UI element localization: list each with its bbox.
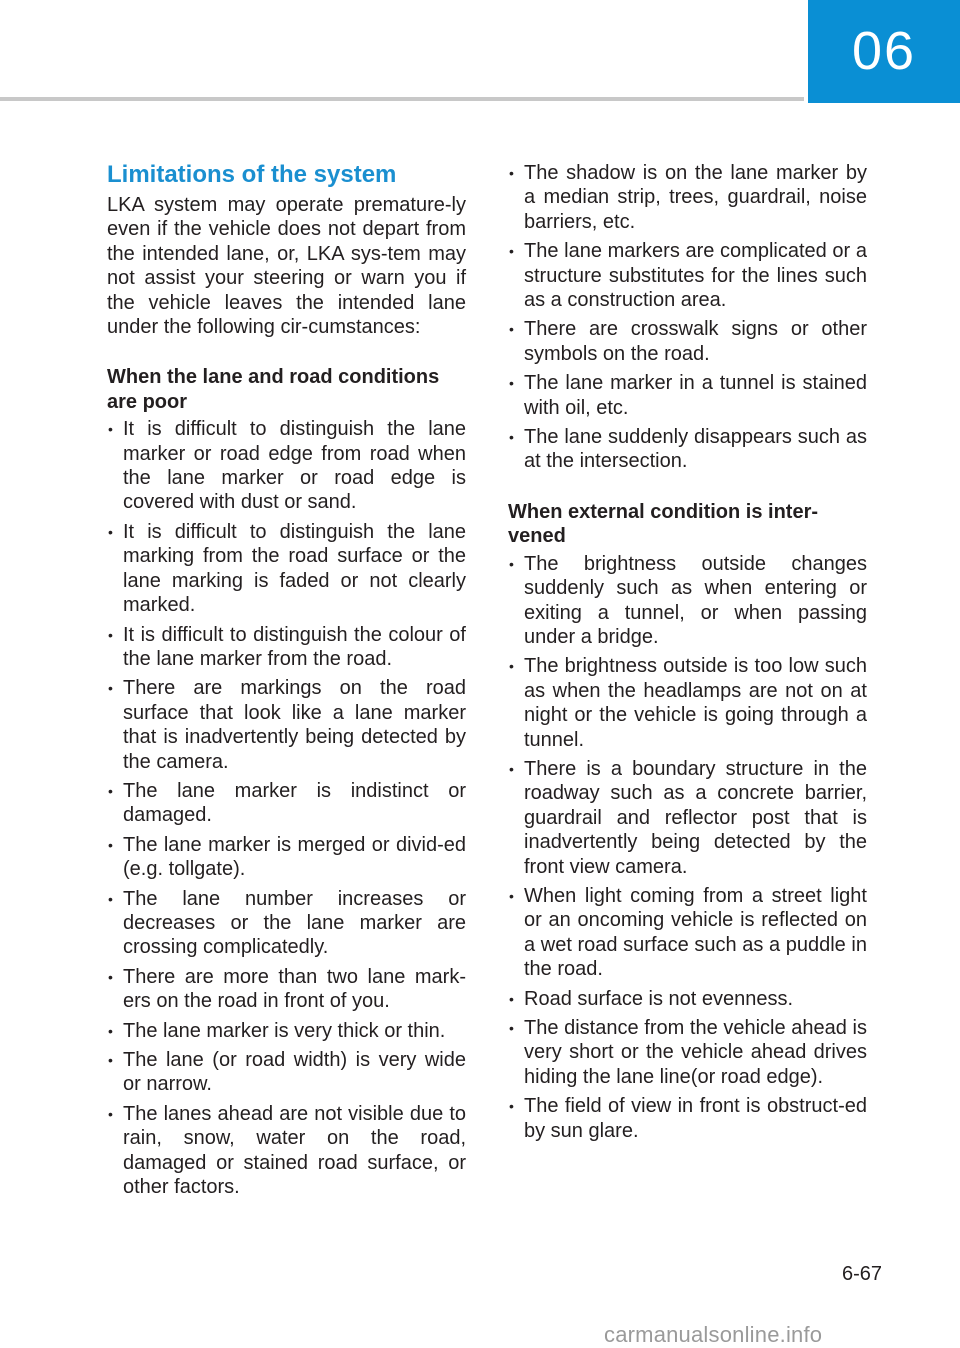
list-item: • The shadow is on the lane marker by a median strip, trees, guardrail, noise barriers, etc.	[508, 161, 867, 234]
list-item: • The brightness outside is too low such as when the headlamps are not on at night or the vehicle is going through a tunnel.	[508, 654, 867, 752]
intro-paragraph: LKA system may operate premature-ly even if the vehicle does not depart from the intended lane, or, LKA sys-tem may not assist your steering or warn you if the vehicle leaves the intended lane under the following cir-cumstances:	[107, 194, 466, 339]
list-item: • The lane marker is indistinct or damaged.	[107, 779, 466, 828]
list-item: • Road surface is not evenness.	[508, 987, 867, 1011]
list-item: • The lane number increases or decreases or the lane marker are crossing complicatedly.	[107, 887, 466, 960]
list-item: • The field of view in front is obstruct-ed by sun glare.	[508, 1094, 867, 1143]
list-item: • The distance from the vehicle ahead is very short or the vehicle ahead drives hiding the lane line(or road edge).	[508, 1016, 867, 1089]
list-item: • The lane (or road width) is very wide or narrow.	[107, 1048, 466, 1097]
road-conditions-list-continued	[508, 161, 867, 474]
road-conditions-list	[107, 417, 466, 1199]
watermark: carmanualsonline.info	[604, 1322, 823, 1347]
left-column	[107, 160, 466, 1225]
subhead-road-conditions: When the lane and road conditions are poor	[107, 366, 440, 413]
list-item: • There are markings on the road surface that look like a lane marker that is inadvertently being detected by the camera.	[107, 676, 466, 774]
list-item: • The brightness outside changes suddenly such as when entering or exiting a tunnel, or when passing under a bridge.	[508, 552, 867, 650]
list-item: • It is difficult to distinguish the lane marking from the road surface or the lane marking is faded or not clearly marked.	[107, 520, 466, 618]
list-item: • The lane marker is very thick or thin.	[107, 1019, 466, 1043]
chapter-tab: 06	[808, 0, 960, 103]
page-number: 6-67	[841, 1263, 882, 1285]
list-item: • The lane markers are complicated or a structure substitutes for the lines such as a construction area.	[508, 239, 867, 312]
external-condition-list	[508, 552, 867, 1143]
right-column	[508, 161, 867, 1169]
list-item: • When light coming from a street light or an oncoming vehicle is reflected on a wet road surface such as a puddle in the road.	[508, 884, 867, 982]
list-item: • There are more than two lane mark-ers on the road in front of you.	[107, 965, 466, 1014]
list-item: • It is difficult to distinguish the colour of the lane marker from the road.	[107, 623, 466, 672]
list-item: • The lane marker in a tunnel is stained with oil, etc.	[508, 371, 867, 420]
list-item: • There is a boundary structure in the roadway such as a concrete barrier, guardrail and reflector post that is inadvertently being detected by the front view camera.	[508, 757, 867, 879]
list-item: • The lanes ahead are not visible due to rain, snow, water on the road, damaged or stained road surface, or other factors.	[107, 1102, 466, 1200]
subhead-external-condition: When external condition is inter-vened	[508, 500, 819, 548]
list-item: • It is difficult to distinguish the lane marker or road edge from road when the lane marker or road edge is covered with dust or sand.	[107, 417, 466, 515]
header-rule	[0, 97, 804, 101]
list-item: • The lane marker is merged or divid-ed (e.g. tollgate).	[107, 833, 466, 882]
section-title: Limitations of the system	[107, 161, 397, 188]
list-item: • The lane suddenly disappears such as at the intersection.	[508, 425, 867, 474]
list-item: • There are crosswalk signs or other symbols on the road.	[508, 317, 867, 366]
